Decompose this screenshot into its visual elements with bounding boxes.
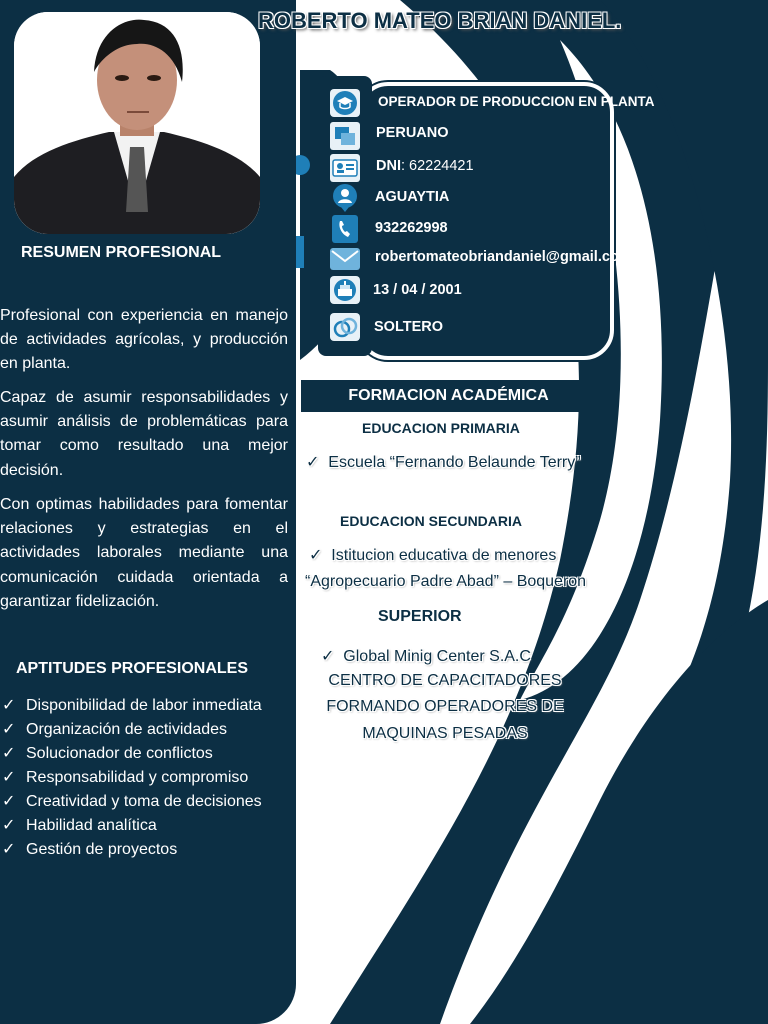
mail-icon	[328, 244, 362, 274]
superior-education-title: SUPERIOR	[378, 608, 462, 625]
profile-paragraph: Con optimas habilidades para fomentar relaciones y estrategias en el actividades laborales mediante una comunicación cuidada orientada a garantizar fidelización.	[0, 496, 288, 610]
check-icon: ✓	[321, 648, 335, 665]
list-item: ✓ Organización de actividades	[2, 718, 262, 742]
occupation: OPERADOR DE PRODUCCION EN PLANTA	[378, 94, 655, 109]
birthdate: 13 / 04 / 2001	[373, 282, 462, 298]
check-icon: ✓	[306, 454, 320, 471]
list-item: ✓ Habilidad analítica	[2, 814, 262, 838]
list-item: ✓ Disponibilidad de labor inmediata	[2, 694, 262, 718]
aptitudes-list	[2, 694, 262, 862]
person-photo-icon	[14, 12, 260, 234]
superior-line3: FORMANDO OPERADORES DE	[326, 698, 564, 715]
dni: DNI: 62224421	[376, 158, 474, 174]
education-title: FORMACION ACADÉMICA	[301, 380, 596, 412]
candidate-name: ROBERTO MATEO BRIAN DANIEL.	[258, 8, 622, 33]
secondary-school-line1: ✓ Istitucion educativa de menores	[309, 547, 557, 564]
aptitudes-title: APTITUDES PROFESIONALES	[16, 660, 249, 677]
superior-institution: ✓ Global Minig Center S.A.C	[321, 648, 531, 665]
list-item: ✓ Responsabilidad y compromiso	[2, 766, 262, 790]
phone-icon	[328, 214, 362, 244]
list-item: ✓ Solucionador de conflictos	[2, 742, 262, 766]
secondary-education-title: EDUCACION SECUNDARIA	[340, 513, 523, 529]
list-item: ✓ Gestión de proyectos	[2, 838, 262, 862]
primary-education-title: EDUCACION PRIMARIA	[362, 420, 520, 436]
id-card-icon	[328, 153, 362, 183]
profile-title: RESUMEN PROFESIONAL	[21, 244, 222, 261]
check-icon: ✓	[2, 817, 16, 834]
civil-status: SOLTERO	[374, 319, 444, 335]
nationality: PERUANO	[376, 125, 449, 141]
location-pin-icon	[328, 183, 362, 213]
superior-line2: CENTRO DE CAPACITADORES	[328, 672, 562, 689]
primary-school: ✓ Escuela “Fernando Belaunde Terry”	[306, 454, 581, 471]
email-address: robertomateobriandaniel@gmail.com	[375, 249, 632, 265]
phone-number: 932262998	[375, 220, 448, 236]
profile-photo	[14, 12, 260, 234]
check-icon: ✓	[309, 547, 323, 564]
check-icon: ✓	[2, 721, 16, 738]
profile-paragraph: Profesional con experiencia en manejo de actividades agrícolas, y producción en planta.	[0, 307, 288, 373]
check-icon: ✓	[2, 769, 16, 786]
check-icon: ✓	[2, 745, 16, 762]
birthday-cake-icon	[328, 275, 362, 305]
rings-icon	[328, 312, 362, 342]
flag-icon	[328, 121, 362, 151]
superior-line4: MAQUINAS PESADAS	[362, 725, 528, 742]
location: AGUAYTIA	[375, 189, 450, 205]
list-item: ✓ Creatividad y toma de decisiones	[2, 790, 262, 814]
check-icon: ✓	[2, 841, 16, 858]
secondary-school-line2: “Agropecuario Padre Abad” – Boqueron	[305, 573, 587, 590]
profile-paragraph: Capaz de asumir responsabilidades y asumir análisis de problemáticas para tomar como resultado una mejor decisión.	[0, 389, 288, 479]
check-icon: ✓	[2, 697, 16, 714]
graduation-icon	[328, 88, 362, 118]
check-icon: ✓	[2, 793, 16, 810]
